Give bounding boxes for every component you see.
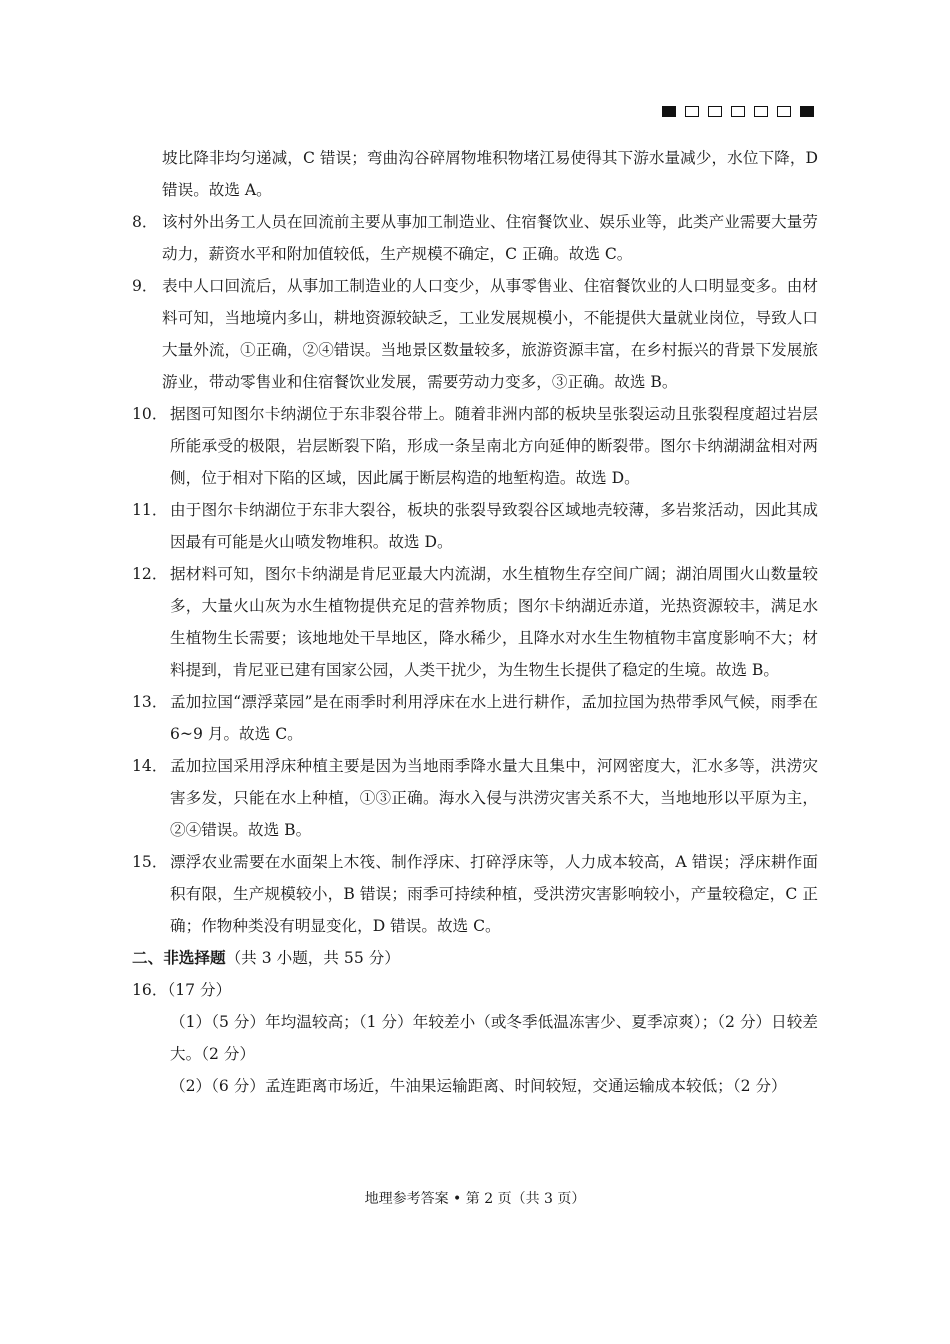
answer-12 [132,558,818,686]
answer-text: 孟加拉国采用浮床种植主要是因为当地雨季降水量大且集中，河网密度大，汇水多等，洪涝灾害多发，只能在水上种植，①③正确。海水入侵与洪涝灾害关系不大，当地地形以平原为主，②④错误。故选 B。 [170,757,818,839]
answer-text: 由于图尔卡纳湖位于东非大裂谷，板块的张裂导致裂谷区域地壳较薄，多岩浆活动，因此其成因最有可能是火山喷发物堆积。故选 D。 [170,501,818,551]
answer-content [132,142,818,1102]
answer-8 [132,206,818,270]
question-16-heading [132,974,818,1006]
answer-text: 据材料可知，图尔卡纳湖是肯尼亚最大内流湖，水生植物生存空间广阔；湖泊周围火山数量较多，大量火山灰为水生植物提供充足的营养物质；图尔卡纳湖近赤道，光热资源较丰，满足水生植物生长需要；该地地处干旱地区，降水稀少，且降水对水生生物植物丰富度影响不大；材料提到，肯尼亚已建有国家公园，人类干扰少，为生物生长提供了稳定的生境。故选 B。 [170,565,818,679]
header-mark [708,106,722,117]
header-mark [754,106,768,117]
header-mark [685,106,699,117]
question-score: （17 分） [167,981,232,999]
answer-14 [132,750,818,846]
section-title: 二、非选择题 [132,948,226,967]
answer-number: 8． [132,213,158,231]
section-heading [132,942,818,974]
answer-number: 12． [132,565,168,583]
answer-15 [132,846,818,942]
answer-text: 漂浮农业需要在水面架上木筏、制作浮床、打碎浮床等，人力成本较高，A 错误；浮床耕作面积有限，生产规模较小，B 错误；雨季可持续种植，受洪涝灾害影响较小，产量较稳定，C 正确；作物种类没有明显变化，D 错误。故选 C。 [170,853,818,935]
header-mark [731,106,745,117]
answer-number: 13． [132,693,168,711]
answer-text: 该村外出务工人员在回流前主要从事加工制造业、住宿餐饮业、娱乐业等，此类产业需要大量劳动力，薪资水平和附加值较低，生产规模不确定，C 正确。故选 C。 [162,213,818,263]
q16-part-2: （2）（6 分）孟连距离市场近，牛油果运输距离、时间较短，交通运输成本较低；（2 分） [170,1077,787,1095]
answer-text: 孟加拉国“漂浮菜园”是在雨季时利用浮床在水上进行耕作，孟加拉国为热带季风气候，雨季在 6~9 月。故选 C。 [170,693,818,743]
header-mark [800,106,814,117]
continuation-text: 坡比降非均匀递减，C 错误；弯曲沟谷碎屑物堆积物堵江易使得其下游水量减少，水位下降，D 错误。故选 A。 [162,149,818,199]
answer-text: 据图可知图尔卡纳湖位于东非裂谷带上。随着非洲内部的板块呈张裂运动且张裂程度超过岩层所能承受的极限，岩层断裂下陷，形成一条呈南北方向延伸的断裂带。图尔卡纳湖湖盆相对两侧，位于相对下陷的区域，因此属于断层构造的地堑构造。故选 D。 [170,405,818,487]
answer-number: 10． [132,405,168,423]
answer-number: 11． [132,501,168,519]
header-mark [777,106,791,117]
answer-text: 表中人口回流后，从事加工制造业的人口变少，从事零售业、住宿餐饮业的人口明显变多。由材料可知，当地境内多山，耕地资源较缺乏，工业发展规模小，不能提供大量就业岗位，导致人口大量外流，①正确，②④错误。当地景区数量较多，旅游资源丰富，在乡村振兴的背景下发展旅游业，带动零售业和住宿餐饮业发展，需要劳动力变多，③正确。故选 B。 [162,277,818,391]
answer-11 [132,494,818,558]
answer-number: 14． [132,757,168,775]
header-mark [662,106,676,117]
answer-number: 15． [132,853,168,871]
page-footer: 地理参考答案 • 第 2 页（共 3 页） [364,1191,586,1207]
question-number: 16． [132,981,168,999]
section-subtitle: （共 3 小题，共 55 分） [225,949,400,967]
answer-9 [132,270,818,398]
answer-number: 9． [132,277,158,295]
q16-part-1: （1）（5 分）年均温较高；（1 分）年较差小（或冬季低温冻害少、夏季凉爽）；（2 分）日较差大。（2 分） [170,1013,818,1063]
header-marks [662,106,814,117]
answer-10 [132,398,818,494]
answer-13 [132,686,818,750]
